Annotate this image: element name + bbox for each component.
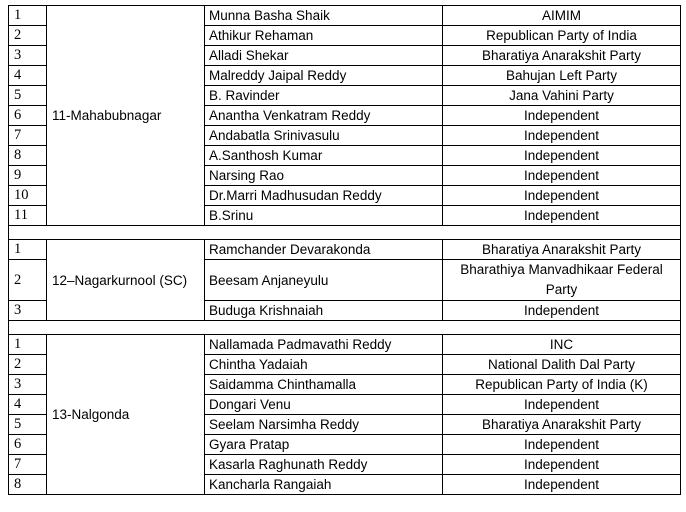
candidate-name-cell: B. Ravinder [205, 86, 443, 106]
serial-number-cell: 8 [9, 475, 47, 495]
candidate-name-cell: Andabatla Srinivasulu [205, 126, 443, 146]
party-name-cell: National Dalith Dal Party [443, 355, 681, 375]
serial-number-cell: 1 [9, 6, 47, 26]
candidate-name-cell: Narsing Rao [205, 166, 443, 186]
party-name-cell: Independent [443, 435, 681, 455]
party-name-cell: Independent [443, 206, 681, 226]
party-name-cell: Bahujan Left Party [443, 66, 681, 86]
serial-number-cell: 4 [9, 395, 47, 415]
constituency-name-cell: 11-Mahabubnagar [47, 6, 205, 226]
candidate-list-document [8, 5, 681, 495]
serial-number-cell: 9 [9, 166, 47, 186]
candidate-name-cell: Ramchander Devarakonda [205, 240, 443, 260]
candidate-name-cell: B.Srinu [205, 206, 443, 226]
candidate-name-cell: Kasarla Raghunath Reddy [205, 455, 443, 475]
serial-number-cell: 2 [9, 260, 47, 301]
candidate-name-cell: Munna Basha Shaik [205, 6, 443, 26]
candidate-name-cell: Athikur Rehaman [205, 26, 443, 46]
serial-number-cell: 11 [9, 206, 47, 226]
candidate-table-body [9, 6, 681, 495]
candidate-name-cell: Malreddy Jaipal Reddy [205, 66, 443, 86]
serial-number-cell: 6 [9, 435, 47, 455]
table-row [9, 335, 681, 355]
candidate-name-cell: A.Santhosh Kumar [205, 146, 443, 166]
serial-number-cell: 1 [9, 335, 47, 355]
serial-number-cell: 10 [9, 186, 47, 206]
candidate-name-cell: Gyara Pratap [205, 435, 443, 455]
serial-number-cell: 7 [9, 126, 47, 146]
serial-number-cell: 6 [9, 106, 47, 126]
serial-number-cell: 5 [9, 86, 47, 106]
serial-number-cell: 2 [9, 355, 47, 375]
candidate-name-cell: Kancharla Rangaiah [205, 475, 443, 495]
separator-cell [9, 321, 681, 335]
constituency-name-cell: 13-Nalgonda [47, 335, 205, 495]
party-name-cell: INC [443, 335, 681, 355]
serial-number-cell: 5 [9, 415, 47, 435]
constituency-name-cell: 12–Nagarkurnool (SC) [47, 240, 205, 321]
party-name-cell: Independent [443, 475, 681, 495]
party-name-cell: Independent [443, 186, 681, 206]
candidate-name-cell: Chintha Yadaiah [205, 355, 443, 375]
candidate-name-cell: Nallamada Padmavathi Reddy [205, 335, 443, 355]
party-name-cell: Bharathiya Manvadhikaar Federal Party [443, 260, 681, 301]
separator-cell [9, 226, 681, 240]
table-row [9, 6, 681, 26]
serial-number-cell: 8 [9, 146, 47, 166]
serial-number-cell: 7 [9, 455, 47, 475]
candidate-name-cell: Buduga Krishnaiah [205, 301, 443, 321]
party-name-cell: Bharatiya Anarakshit Party [443, 415, 681, 435]
party-name-cell: Republican Party of India [443, 26, 681, 46]
serial-number-cell: 3 [9, 375, 47, 395]
candidate-name-cell: Dr.Marri Madhusudan Reddy [205, 186, 443, 206]
party-name-cell: Independent [443, 126, 681, 146]
party-name-cell: Bharatiya Anarakshit Party [443, 240, 681, 260]
candidate-table [8, 5, 681, 495]
party-name-cell: Independent [443, 301, 681, 321]
serial-number-cell: 3 [9, 301, 47, 321]
party-name-cell: AIMIM [443, 6, 681, 26]
party-name-cell: Independent [443, 455, 681, 475]
party-name-cell: Independent [443, 106, 681, 126]
candidate-name-cell: Saidamma Chinthamalla [205, 375, 443, 395]
table-row [9, 240, 681, 260]
party-name-cell: Jana Vahini Party [443, 86, 681, 106]
serial-number-cell: 3 [9, 46, 47, 66]
party-name-cell: Independent [443, 146, 681, 166]
party-name-cell: Independent [443, 166, 681, 186]
section-separator-row [9, 321, 681, 335]
party-name-cell: Republican Party of India (K) [443, 375, 681, 395]
candidate-name-cell: Anantha Venkatram Reddy [205, 106, 443, 126]
party-name-cell: Bharatiya Anarakshit Party [443, 46, 681, 66]
section-separator-row [9, 226, 681, 240]
serial-number-cell: 1 [9, 240, 47, 260]
candidate-name-cell: Dongari Venu [205, 395, 443, 415]
serial-number-cell: 2 [9, 26, 47, 46]
candidate-name-cell: Beesam Anjaneyulu [205, 260, 443, 301]
candidate-name-cell: Alladi Shekar [205, 46, 443, 66]
candidate-name-cell: Seelam Narsimha Reddy [205, 415, 443, 435]
party-name-cell: Independent [443, 395, 681, 415]
serial-number-cell: 4 [9, 66, 47, 86]
